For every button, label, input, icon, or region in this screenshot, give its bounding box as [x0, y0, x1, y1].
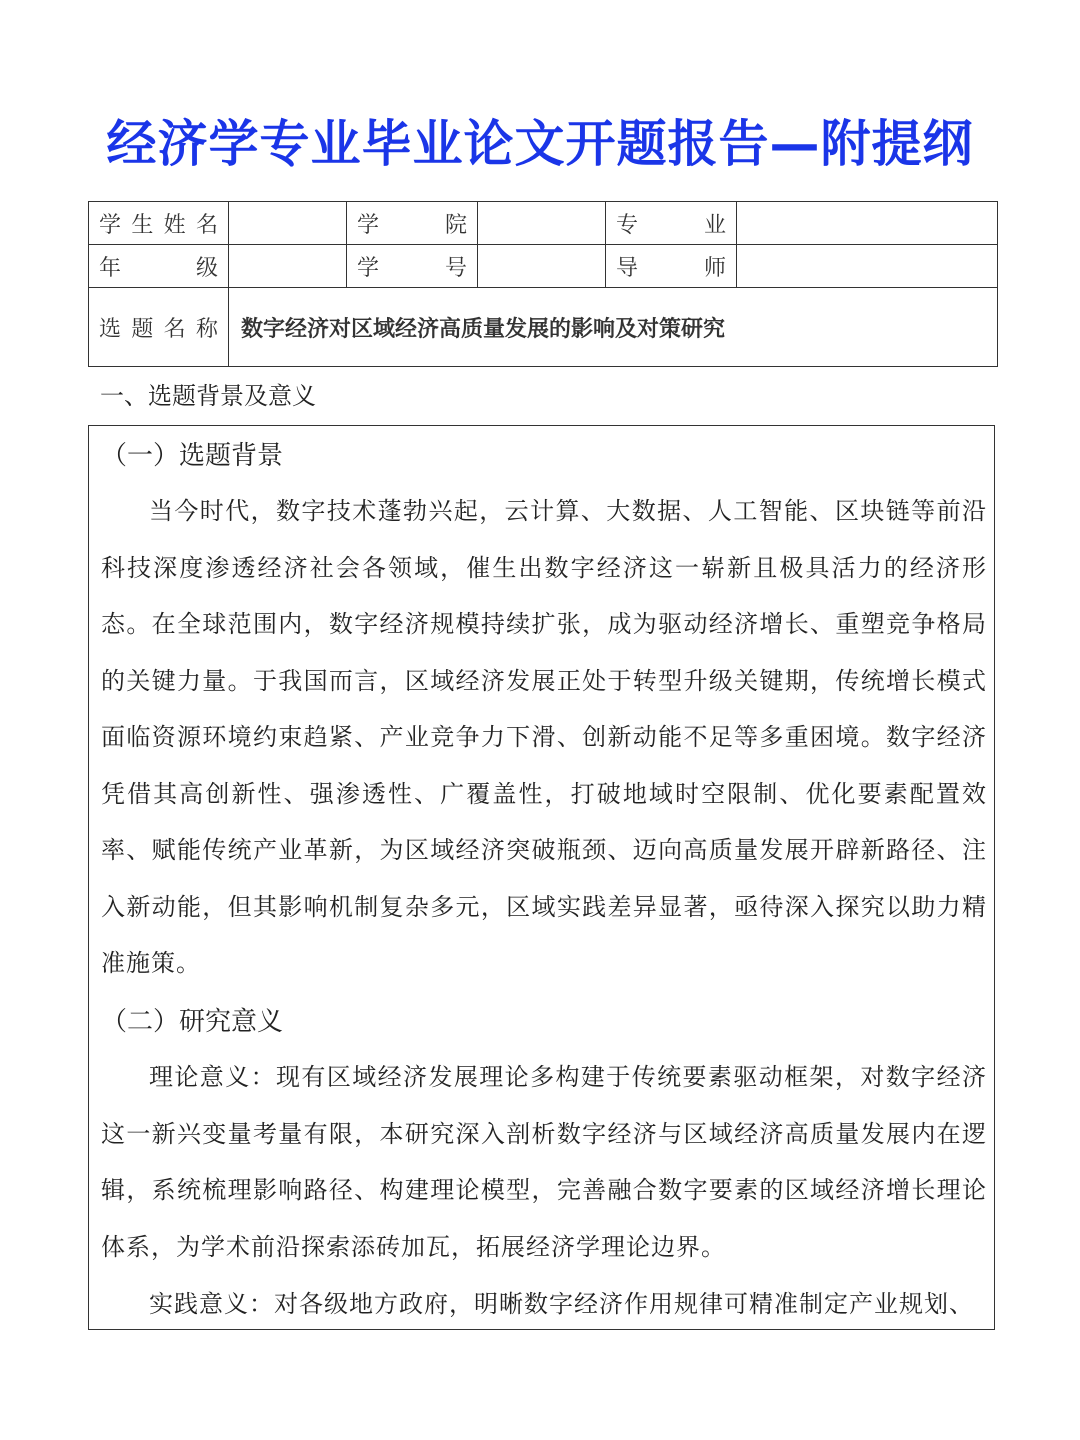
- student-name-label: [89, 202, 229, 245]
- grade-label: [89, 245, 229, 288]
- document-title: 经济学专业毕业论文开题报告—附提纲: [106, 115, 974, 173]
- background-paragraph: 当今时代，数字技术蓬勃兴起，云计算、大数据、人工智能、区块链等前沿科技深度渗透经济社会各领域，催生出数字经济这一崭新且极具活力的经济形态。在全球范围内，数字经济规模持续扩张，成为驱动经济增长、重塑竞争格局的关键力量。于我国而言，区域经济发展正处于转型升级关键期，传统增长模式面临资源环境约束趋紧、产业竞争力下滑、创新动能不足等多重困境。数字经济凭借其高创新性、强渗透性、广覆盖性，打破地域时空限制、优化要素配置效率、赋能传统产业革新，为区域经济突破瓶颈、迈向高质量发展开辟新路径、注入新动能，但其影响机制复杂多元，区域实践差异显著，亟待深入探究以助力精准施策。: [101, 497, 987, 977]
- student-id-label: [347, 245, 478, 288]
- background-heading: （一）选题背景: [101, 441, 284, 471]
- major-label: [606, 202, 737, 245]
- grade-label-text: 年 级: [99, 255, 218, 281]
- student-name-label-text: 学 生 姓 名: [99, 212, 218, 238]
- topic-label-text: 选 题 名 称: [99, 316, 218, 342]
- grade-value[interactable]: [229, 245, 347, 288]
- content-box: [88, 425, 995, 1330]
- major-value[interactable]: [737, 202, 998, 245]
- advisor-value[interactable]: [737, 245, 998, 288]
- student-id-label-text: 学 号: [357, 255, 467, 281]
- topic-label: [89, 288, 229, 367]
- student-id-value[interactable]: [478, 245, 606, 288]
- college-label: [347, 202, 478, 245]
- college-value[interactable]: [478, 202, 606, 245]
- student-name-value[interactable]: [229, 202, 347, 245]
- practice-paragraph: 实践意义：对各级地方政府，明晰数字经济作用规律可精准制定产业规划、: [149, 1290, 974, 1318]
- advisor-label-text: 导 师: [616, 255, 726, 281]
- major-label-text: 专 业: [616, 212, 726, 238]
- significance-heading: （二）研究意义: [101, 1007, 284, 1037]
- section-heading: 一、选题背景及意义: [100, 382, 316, 410]
- theory-paragraph: 理论意义：现有区域经济发展理论多构建于传统要素驱动框架，对数字经济这一新兴变量考量有限，本研究深入剖析数字经济与区域经济高质量发展内在逻辑，系统梳理影响路径、构建理论模型，完善融合数字要素的区域经济增长理论体系，为学术前沿探索添砖加瓦，拓展经济学理论边界。: [101, 1063, 987, 1261]
- advisor-label: [606, 245, 737, 288]
- topic-value: 数字经济对区域经济高质量发展的影响及对策研究: [229, 288, 998, 367]
- college-label-text: 学 院: [357, 212, 467, 238]
- info-table: [88, 201, 998, 367]
